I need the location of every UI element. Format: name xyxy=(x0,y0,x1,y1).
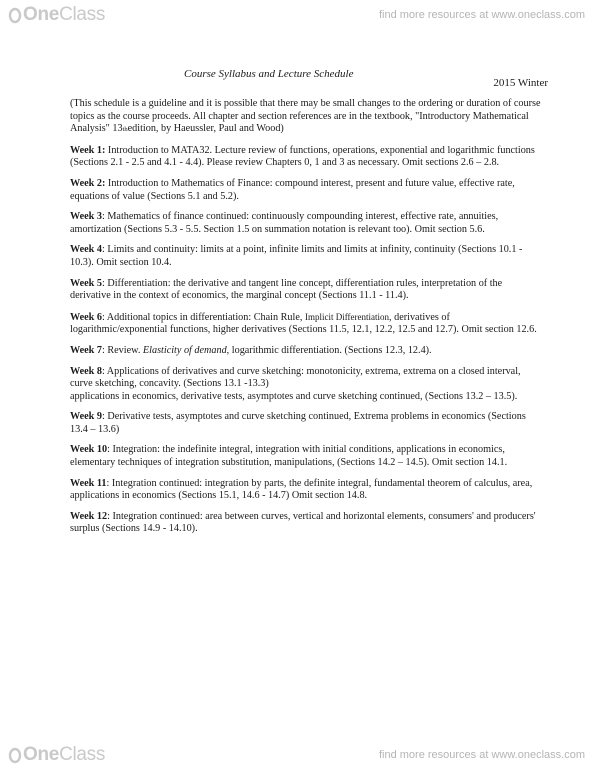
week-label: Week 4 xyxy=(70,244,102,256)
week-description: : Integration: the indefinite integral, integration with initial conditions, applications in economics, elementary techniques of integration substitution, manipulations, (Sections 14.2 – 14.5). Omit section 14.1. xyxy=(70,444,508,469)
week-label: Week 10 xyxy=(70,444,108,456)
resources-link[interactable]: find more resources at www.oneclass.com xyxy=(378,9,585,21)
week-label: Week 7 xyxy=(70,344,102,356)
oneclass-logo[interactable] xyxy=(8,744,105,766)
week-description: : Derivative tests, asymptotes and curve sketching continued, Extrema problems in economics (Sections 13.4 – 13.6) xyxy=(70,411,526,435)
syllabus-document xyxy=(70,68,548,536)
week-label: Week 8 xyxy=(70,365,102,377)
document-title: Course Syllabus and Lecture Schedule xyxy=(184,68,354,80)
oneclass-logo[interactable] xyxy=(8,4,105,26)
week-9 xyxy=(70,411,545,436)
week-3 xyxy=(70,211,545,236)
watermark-header xyxy=(0,0,595,30)
week-label: Week 6 xyxy=(70,311,102,323)
week-description: Introduction to MATA32. Lecture review of functions, operations, exponential and logarithmic functions (Sections 2.1 - 2.5 and 4.1 - 4.4). Please review Chapters 0, 1 and 3 as necessary. Omit sections 2.6 – 2.8. xyxy=(70,144,535,169)
week-description-italic: Elasticity of demand xyxy=(142,344,227,356)
week-1 xyxy=(70,145,545,170)
week-label: Week 11 xyxy=(70,477,107,489)
week-description: : Limits and continuity: limits at a point, infinite limits and limits at infinity, continuity (Sections 10.1 - 10.3). Omit section 10.4. xyxy=(70,244,523,268)
intro-text: (This schedule is a guideline and it is possible that there may be small changes to the ordering or duration of course topics as the course proceeds. All chapter and section references are in the textbook, "Introductory Mathematical Analysis" 13 xyxy=(70,98,541,135)
week-label: Week 5 xyxy=(70,277,102,289)
week-description: Introduction to Mathematics of Finance: compound interest, present and future value, effective rate, equations of value (Sections 5.1 and 5.2). xyxy=(70,177,515,202)
logo-text-one: One xyxy=(23,744,60,765)
oneclass-logo-icon xyxy=(8,747,22,764)
oneclass-logo-icon xyxy=(8,7,22,24)
intro-text-end: edition, by Haeussler, Paul and Wood) xyxy=(127,123,284,135)
week-description: : Additional topics in differentiation: Chain Rule, xyxy=(101,311,305,323)
week-description-continued: applications in economics, derivative tests, asymptotes and curve sketching continued, (Sections 13.2 – 13.5). xyxy=(70,390,518,402)
week-7 xyxy=(70,345,545,358)
week-description: : Integration continued: area between curves, vertical and horizontal elements, consumers' and producers' surplus (Sections 14.9 - 14.10). xyxy=(70,510,536,535)
logo-text-class: Class xyxy=(59,4,106,25)
intro-superscript: th xyxy=(122,126,128,134)
logo-text-class: Class xyxy=(59,744,106,765)
week-6 xyxy=(70,311,545,337)
week-label: Week 1: xyxy=(70,144,106,156)
intro-paragraph xyxy=(70,98,545,137)
week-10 xyxy=(70,444,545,469)
week-label: Week 12 xyxy=(70,510,108,522)
term-label: 2015 Winter xyxy=(493,77,548,89)
week-4 xyxy=(70,244,545,269)
week-description: : Applications of derivatives and curve sketching: monotonicity, extrema, extrema on a closed interval, curve sketching, concavity. (Sections 13.1 -13.3) xyxy=(70,365,521,390)
week-description: : Differentiation: the derivative and tangent line concept, differentiation rules, interpretation of the derivative in the context of economics, the marginal concept (Sections 11.1 - 11.4). xyxy=(70,277,503,302)
week-2 xyxy=(70,178,545,203)
resources-link[interactable]: find more resources at www.oneclass.com xyxy=(378,749,585,761)
week-description: : Integration continued: integration by parts, the definite integral, fundamental theorem of calculus, area, applications in economics (Sections 15.1, 14.6 - 14.7) Omit section 14.8. xyxy=(70,477,533,502)
week-5 xyxy=(70,278,545,303)
week-label: Week 3 xyxy=(70,211,102,223)
week-8 xyxy=(70,366,545,404)
week-description-small: Implicit Differentiation xyxy=(304,311,390,322)
week-description-end: , derivatives of logarithmic/exponential functions, higher derivatives (Sections 11.5, 12.1, 12.2, 12.5 and 12.7). Omit section 12.6. xyxy=(70,311,537,336)
watermark-footer xyxy=(0,740,595,770)
logo-text-one: One xyxy=(23,4,60,25)
title-row xyxy=(70,68,548,89)
week-12 xyxy=(70,511,545,536)
week-description-end: , logarithmic differentiation. (Sections 12.3, 12.4). xyxy=(226,344,432,356)
week-description: : Mathematics of finance continued: continuously compounding interest, effective rate, annuities, amortization (Sections 5.3 - 5.5. Section 1.5 on summation notation is relevant too). Omit section 5.6. xyxy=(70,211,499,235)
week-description: : Review. xyxy=(101,344,143,356)
week-label: Week 2: xyxy=(70,177,106,189)
week-label: Week 9 xyxy=(70,411,102,423)
week-11 xyxy=(70,478,545,503)
